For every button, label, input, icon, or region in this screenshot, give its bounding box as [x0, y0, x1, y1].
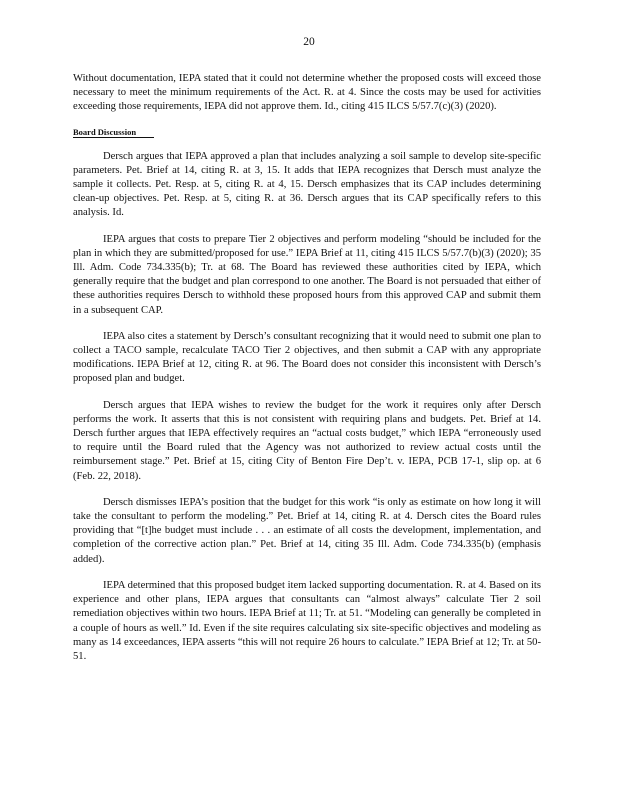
paragraph: IEPA argues that costs to prepare Tier 2 objectives and perform modeling “should be included for the plan in which they are submitted/proposed for use.” IEPA Brief at 11, citing 415 ILCS 5/57.7(b)(3) (2020); 35 Ill. Adm. Code 734.335(b); Tr. at 68. The Board has reviewed these authorities cited by IEPA, which generally require that the budget and plan correspond to one another. The Board is not persuaded that either of these authorities requires Dersch to withhold these proposed hours from this approved CAP and submit them in a subsequent CAP. [73, 233, 541, 316]
document-body [73, 72, 541, 676]
paragraph: Dersch dismisses IEPA’s position that the budget for this work “is only as estimate on how long it will take the consultant to perform the modeling.” Pet. Brief at 14, citing R. at 4. Dersch cites the Board rules providing that “[t]he budget must include . . . an estimate of all costs the development, implementation, and completion of the corrective action plan.” Pet. Brief at 14, citing 35 Ill. Adm. Code 734.335(b) (emphasis added). [73, 496, 541, 565]
page-number: 20 [303, 36, 315, 48]
paragraph: IEPA also cites a statement by Dersch’s consultant recognizing that it would need to submit one plan to collect a TACO sample, recalculate TACO Tier 2 objectives, and then submit a CAP with any appropriate modifications. IEPA Brief at 12, citing R. at 96. The Board does not consider this inconsistent with Dersch’s proposed plan and budget. [73, 330, 541, 385]
paragraph: IEPA determined that this proposed budget item lacked supporting documentation. R. at 4. Based on its experience and other plans, IEPA argues that consultants can “almost always” calculate Tier 2 soil remediation objectives within two hours. IEPA Brief at 11; Tr. at 51. “Modeling can generally be completed in a couple of hours as well.” Id. Even if the site requires calculating six site-specific objectives and modeling as many as 14 exceedances, IEPA asserts “this will not require 26 hours to calculate.” IEPA Brief at 12; Tr. at 50-51. [73, 579, 541, 662]
paragraph: Dersch argues that IEPA approved a plan that includes analyzing a soil sample to develop site-specific parameters. Pet. Brief at 14, citing R. at 3, 15. It adds that IEPA recognizes that Dersch must analyze the sample it collects. Pet. Resp. at 5, citing R. at 4, 15. Dersch emphasizes that its CAP includes determining clean-up objectives. Pet. Resp. at 5, citing R. at 36. Dersch argues that its CAP specifically refers to this analysis. Id. [73, 150, 541, 219]
paragraph: Without documentation, IEPA stated that it could not determine whether the proposed costs will exceed those necessary to meet the minimum requirements of the Act. R. at 4. Since the costs may be used for activities exceeding those requirements, IEPA did not approve them. Id., citing 415 ILCS 5/57.7(c)(3) (2020). [73, 73, 541, 113]
paragraph: Dersch argues that IEPA wishes to review the budget for the work it requires only after Dersch performs the work. It asserts that this is not consistent with requiring plans and budgets. Pet. Brief at 14. Dersch further argues that IEPA effectively requires an “actual costs budget,” which IEPA “erroneously used to require until the Board ruled that the Agency was not authorized to review actual costs until the reimbursement stage.” Pet. Brief at 15, citing City of Benton Fire Dep’t. v. IEPA, PCB 17-1, slip op. at 6 (Feb. 22, 2018). [73, 399, 541, 482]
section-heading [73, 127, 541, 137]
section-heading-text: Board Discussion [73, 127, 154, 138]
